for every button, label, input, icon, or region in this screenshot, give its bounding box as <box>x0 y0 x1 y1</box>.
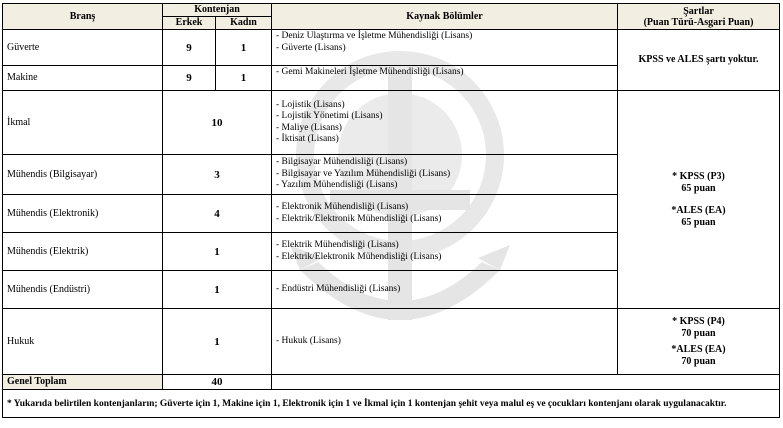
kaynak-item: - Lojistik (Lisans) <box>276 99 345 110</box>
sartlar-ales: *ALES (EA) <box>671 343 726 355</box>
footnote-row <box>3 390 780 418</box>
sartlar-kpss-puan: 70 puan <box>681 327 716 339</box>
kaynak-cell <box>272 309 618 375</box>
sartlar-kpss: * KPSS (P3) <box>672 170 725 182</box>
table-row <box>3 309 780 375</box>
kadin-cell: 1 <box>216 30 272 66</box>
kaynak-item: - İktisat (Lisans) <box>276 134 339 144</box>
erkek-cell: 9 <box>163 66 216 91</box>
total-row <box>3 375 780 390</box>
kontenjan-cell: 1 <box>163 233 272 271</box>
header-kontenjan: Kontenjan <box>163 4 272 17</box>
header-sartlar-title: Şartlar <box>683 5 714 17</box>
kaynak-item: - Gemi Makineleri İşletme Mühendisliği (Lisans) <box>276 67 464 77</box>
header-kadin: Kadın <box>216 17 272 30</box>
kontenjan-table <box>2 3 780 418</box>
erkek-cell: 9 <box>163 30 216 66</box>
kaynak-cell <box>272 91 618 155</box>
kaynak-item: - Elektrik Mühendisliği (Lisans) <box>276 240 399 250</box>
header-brans: Branş <box>3 4 163 30</box>
brans-cell: Güverte <box>3 30 163 66</box>
total-value: 40 <box>163 375 272 390</box>
brans-cell: Makine <box>3 66 163 91</box>
sartlar-ales: *ALES (EA) <box>671 204 726 216</box>
sartlar-kpss: * KPSS (P4) <box>672 315 725 327</box>
sartlar-ales-puan: 65 puan <box>681 216 716 228</box>
kaynak-item: - Bilgisayar ve Yazılım Mühendisliği (Lisans) <box>276 168 451 179</box>
brans-cell: İkmal <box>3 91 163 155</box>
kontenjan-cell: 4 <box>163 195 272 233</box>
sartlar-ales-puan: 70 puan <box>681 355 716 367</box>
total-label: Genel Toplam <box>3 375 163 390</box>
kaynak-item: - Elektronik Mühendisliği (Lisans) <box>276 202 409 212</box>
kaynak-item: - Lojistik Yönetimi (Lisans) <box>276 111 383 121</box>
kaynak-item: - Deniz Ulaştırma ve İşletme Mühendisliği (Lisans) <box>276 31 473 41</box>
kaynak-item: - Endüstri Mühendisliği (Lisans) <box>276 283 401 294</box>
table-row <box>3 30 780 66</box>
kaynak-item: - Bilgisayar Mühendisliği (Lisans) <box>276 157 408 168</box>
kaynak-cell <box>272 271 618 309</box>
kaynak-item: - Maliye (Lisans) <box>276 122 342 133</box>
header-sartlar <box>618 4 780 30</box>
brans-cell: Mühendis (Elektrik) <box>3 233 163 271</box>
kaynak-cell <box>272 30 618 66</box>
kaynak-cell <box>272 155 618 195</box>
header-erkek: Erkek <box>163 17 216 30</box>
footnote: * Yukarıda belirtilen kontenjanların; Güverte için 1, Makine için 1, Elektronik için 1 ve İkmal için 1 kontenjan şehit veya malul eş ve çocukları kontenjanı olarak uygulanacaktır. <box>3 390 780 418</box>
kontenjan-cell: 1 <box>163 309 272 375</box>
sartlar-cell-group3 <box>618 309 780 375</box>
kaynak-item: - Elektrik/Elektronik Mühendisliği (Lisans) <box>276 251 442 262</box>
sartlar-kpss-puan: 65 puan <box>681 182 716 194</box>
kontenjan-cell: 1 <box>163 271 272 309</box>
brans-cell: Mühendis (Endüstri) <box>3 271 163 309</box>
kontenjan-cell: 3 <box>163 155 272 195</box>
header-sartlar-subtitle: (Puan Türü-Asgari Puan) <box>643 16 754 28</box>
header-kaynak: Kaynak Bölümler <box>272 4 618 30</box>
kaynak-cell <box>272 66 618 91</box>
table-row <box>3 91 780 155</box>
total-empty-cell <box>272 375 780 390</box>
kaynak-item: - Elektrik/Elektronik Mühendisliği (Lisans) <box>276 213 442 224</box>
kaynak-item: - Yazılım Mühendisliği (Lisans) <box>276 180 398 191</box>
brans-cell: Hukuk <box>3 309 163 375</box>
kaynak-cell <box>272 233 618 271</box>
kadin-cell: 1 <box>216 66 272 91</box>
sartlar-cell-group2 <box>618 91 780 309</box>
brans-cell: Mühendis (Elektronik) <box>3 195 163 233</box>
brans-cell: Mühendis (Bilgisayar) <box>3 155 163 195</box>
kaynak-item: - Hukuk (Lisans) <box>276 335 341 346</box>
sartlar-cell-group1: KPSS ve ALES şartı yoktur. <box>618 30 780 91</box>
kaynak-cell <box>272 195 618 233</box>
kaynak-item: - Güverte (Lisans) <box>276 42 346 53</box>
kontenjan-cell: 10 <box>163 91 272 155</box>
